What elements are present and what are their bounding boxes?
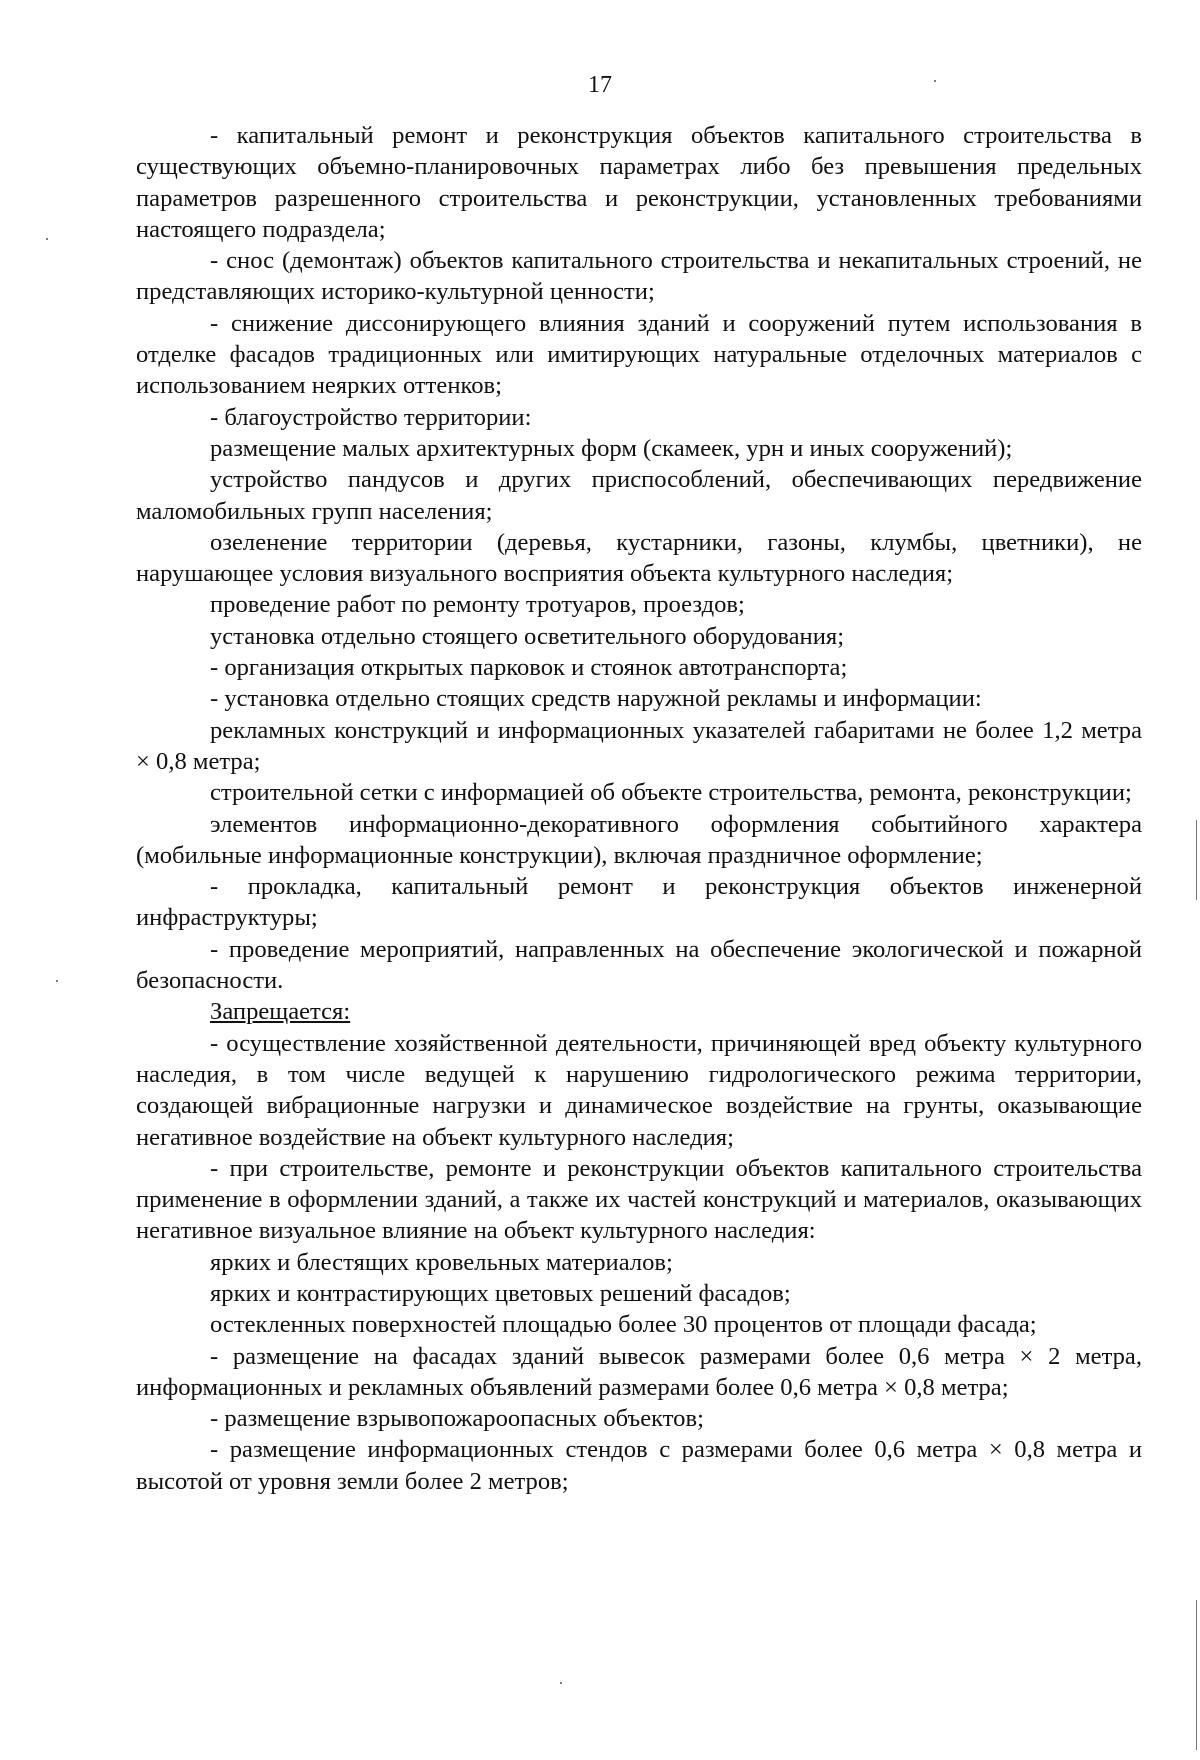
scan-edge-line — [1196, 1600, 1197, 1750]
page-number: 17 — [588, 72, 612, 98]
paragraph: - благоустройство территории: — [210, 403, 532, 431]
paragraph: - организация открытых парковок и стоянок автотранспорта; — [210, 654, 848, 682]
paragraph: - снос (демонтаж) объектов капитального строительства и некапитальных строений, не представляющих историко-культурной ценности; — [136, 247, 1142, 306]
prohibited-paragraph: - размещение на фасадах зданий вывесок размерами более 0,6 метра × 2 метра, информационных и рекламных объявлений размерами более 0,6 метра × 0,8 метра; — [136, 1342, 1142, 1401]
prohibited-paragraph: - размещение взрывопожароопасных объектов; — [210, 1405, 704, 1433]
paragraph: - проведение мероприятий, направленных на обеспечение экологической и пожарной безопасности. — [136, 935, 1142, 995]
paragraph: проведение работ по ремонту тротуаров, проездов; — [210, 591, 745, 619]
scan-speck — [56, 980, 58, 982]
paragraph: элементов информационно-декоративного оформления событийного характера (мобильные информационные конструкции), включая праздничное оформление; — [136, 810, 1142, 869]
paragraph: рекламных конструкций и информационных указателей габаритами не более 1,2 метра × 0,8 метра; — [136, 716, 1142, 775]
paragraph: - снижение диссонирующего влияния зданий и сооружений путем использования в отделке фасадов традиционных или имитирующих натуральные отделочных материалов с использованием неярких оттенков; — [136, 309, 1142, 400]
prohibited-paragraph: ярких и контрастирующих цветовых решений фасадов; — [210, 1279, 791, 1307]
scan-speck — [560, 1682, 562, 1684]
paragraph: - капитальный ремонт и реконструкция объектов капитального строительства в существующих объемно-планировочных параметрах либо без превышения предельных параметров разрешенного строительства и реконструкции, установленных требованиями настоящего подраздела; — [136, 122, 1142, 243]
paragraph: размещение малых архитектурных форм (скамеек, урн и иных сооружений); — [210, 434, 1013, 462]
scan-edge-line — [1196, 820, 1197, 900]
prohibited-heading: Запрещается: — [210, 998, 351, 1026]
paragraph: устройство пандусов и других приспособлений, обеспечивающих передвижение маломобильных групп населения; — [136, 466, 1142, 525]
paragraph: установка отдельно стоящего осветительного оборудования; — [210, 622, 845, 650]
paragraph: - установка отдельно стоящих средств наружной рекламы и информации: — [210, 685, 982, 713]
paragraph: - прокладка, капитальный ремонт и реконструкция объектов инженерной инфраструктуры; — [136, 873, 1142, 932]
prohibited-paragraph: - размещение информационных стендов с размерами более 0,6 метра × 0,8 метра и высотой от уровня земли более 2 метров; — [136, 1436, 1142, 1495]
prohibited-paragraph: - осуществление хозяйственной деятельности, причиняющей вред объекту культурного наследия, в том числе ведущей к нарушению гидрологического режима территории, создающей вибрационные нагрузки и динамическое воздействие на грунты, оказывающие негативное воздействие на объект культурного наследия; — [136, 1029, 1142, 1151]
scan-speck — [46, 238, 48, 240]
document-body — [136, 120, 1142, 1497]
paragraph: озеленение территории (деревья, кустарники, газоны, клумбы, цветники), не нарушающее условия визуального восприятия объекта культурного наследия; — [136, 528, 1142, 588]
paragraph: строительной сетки с информацией об объекте строительства, ремонта, реконструкции; — [210, 779, 1132, 807]
scan-speck — [934, 80, 936, 82]
prohibited-paragraph: ярких и блестящих кровельных материалов; — [210, 1248, 673, 1276]
prohibited-paragraph: остекленных поверхностей площадью более 30 процентов от площади фасада; — [210, 1311, 1037, 1339]
prohibited-paragraph: - при строительстве, ремонте и реконструкции объектов капитального строительства применение в оформлении зданий, а также их частей конструкций и материалов, оказывающих негативное визуальное влияние на объект культурного наследия: — [136, 1154, 1142, 1245]
